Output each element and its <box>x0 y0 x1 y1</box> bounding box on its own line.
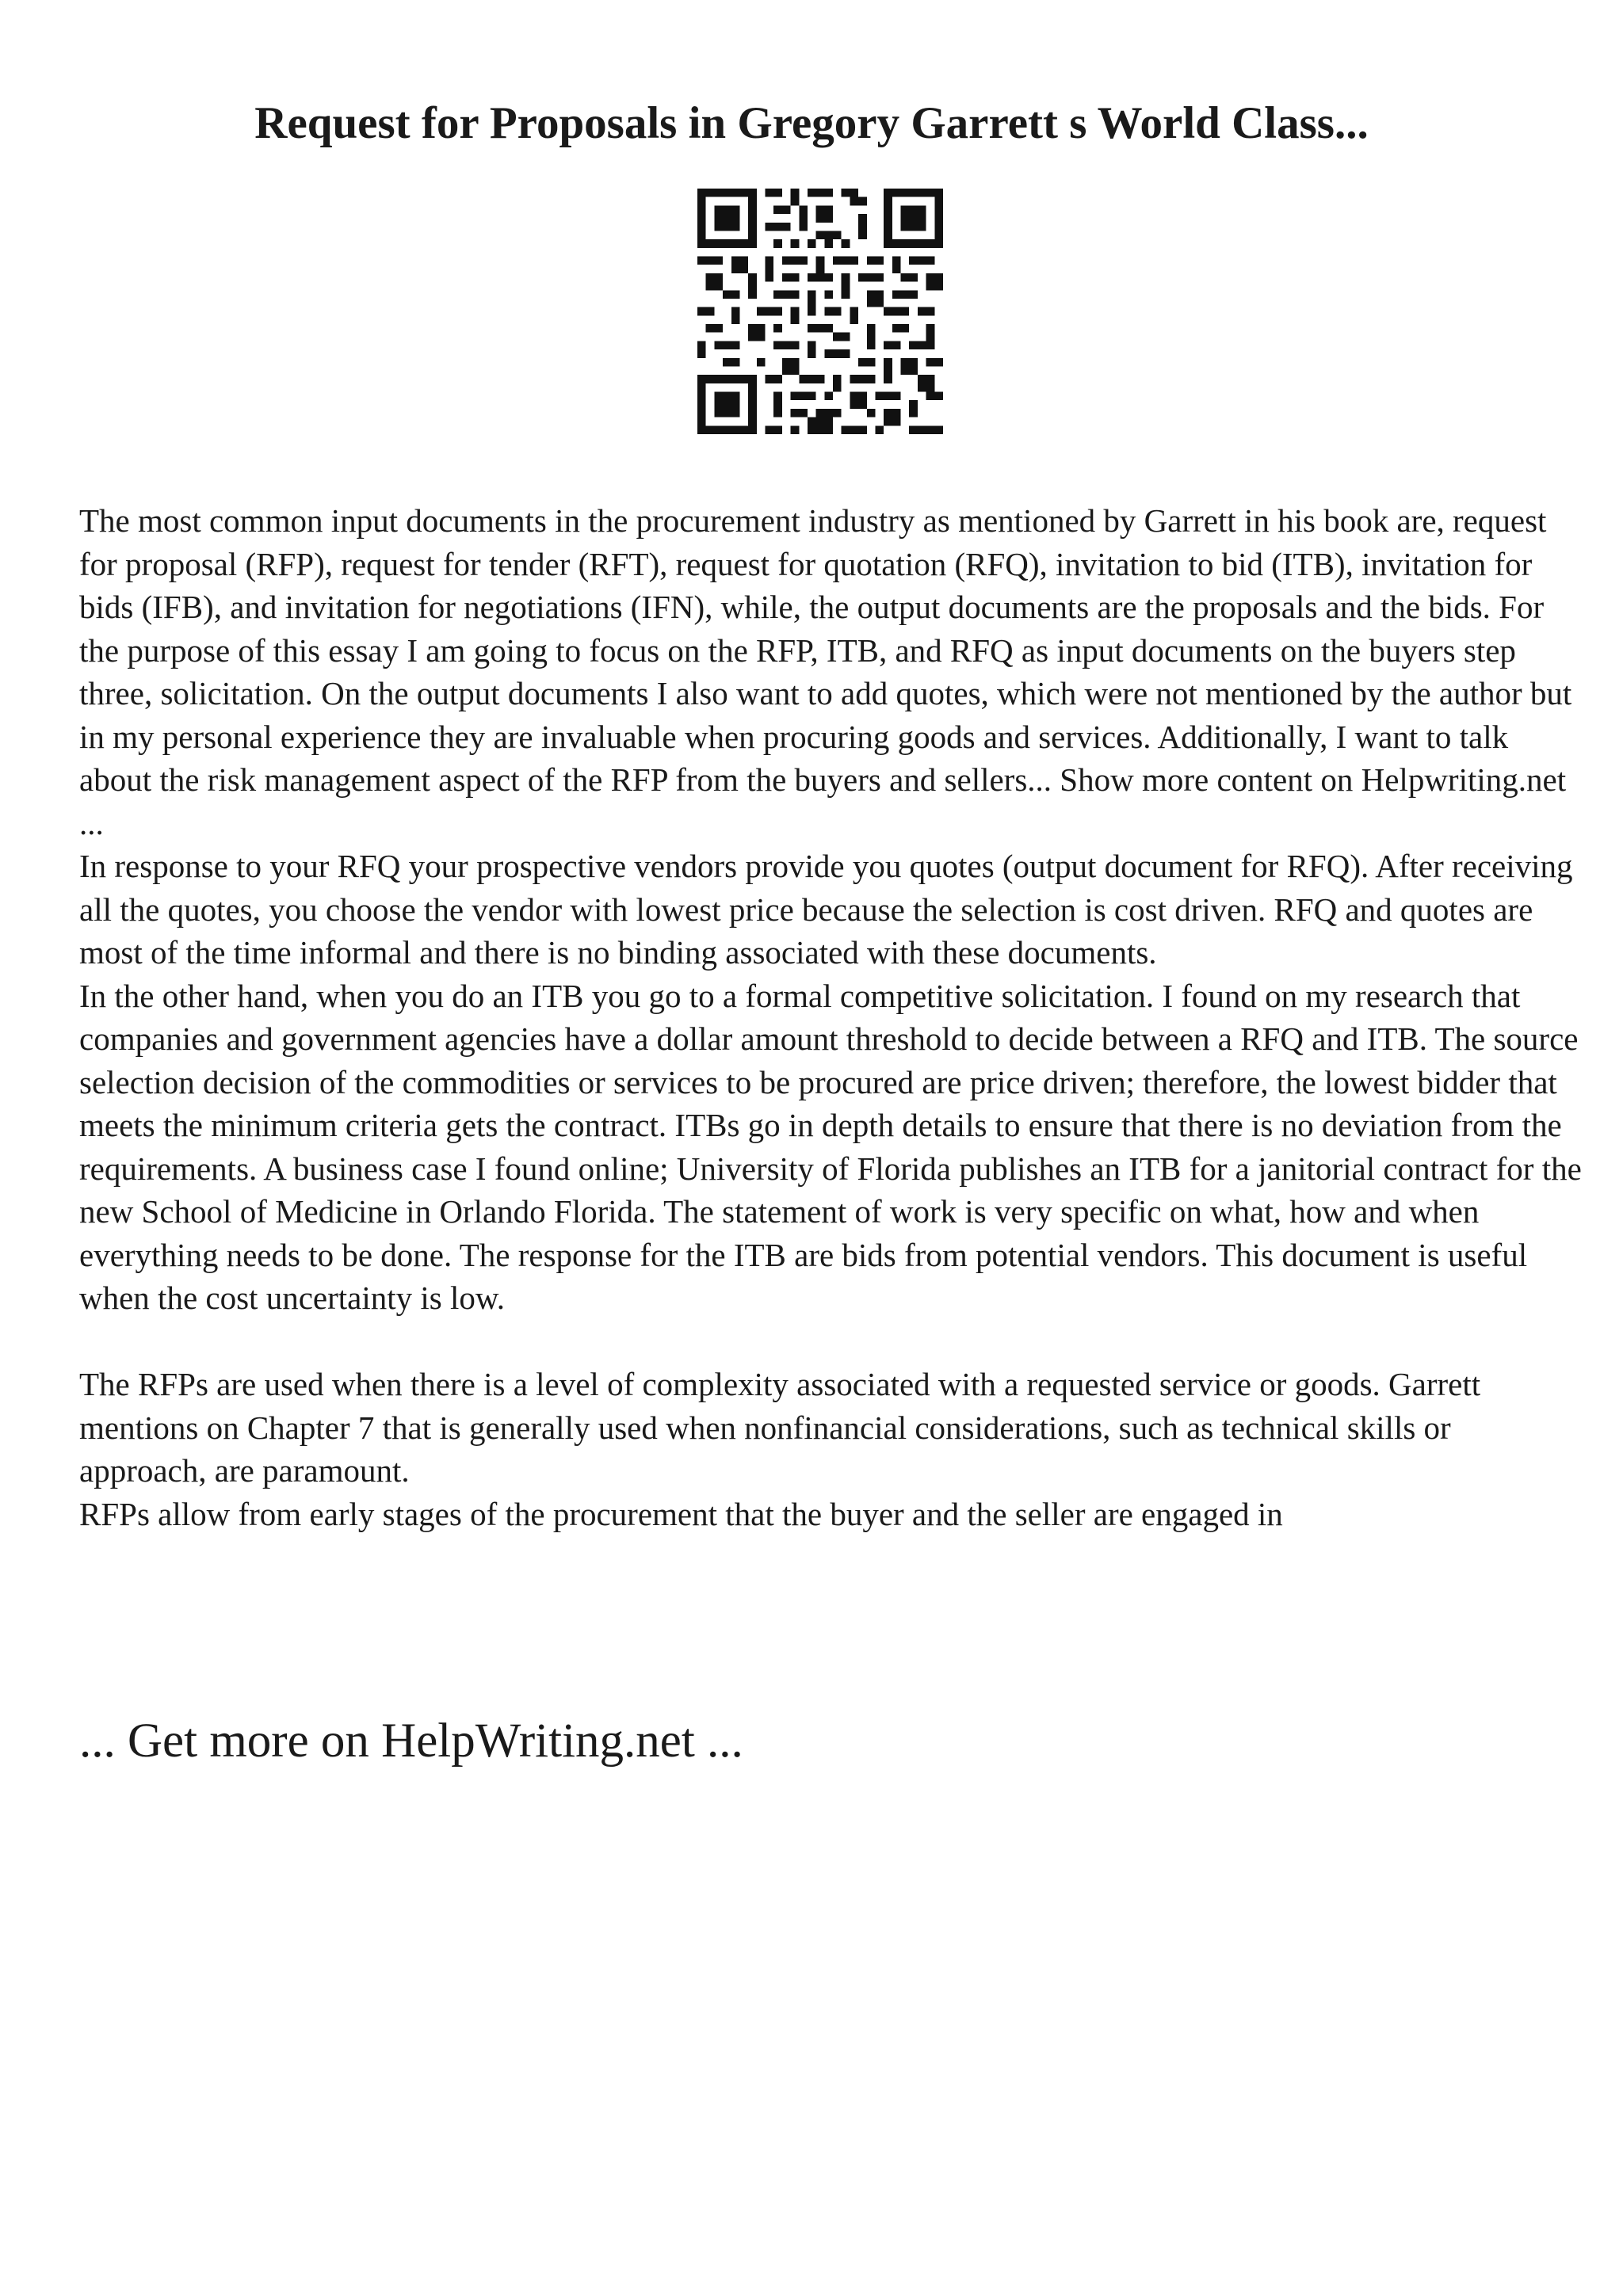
body-text <box>79 499 1585 1535</box>
paragraph-rfp-continued: RFPs allow from early stages of the procurement that the buyer and the seller are engaged in <box>79 1495 1283 1532</box>
get-more-link[interactable]: ... Get more on HelpWriting.net ... <box>79 1714 743 1768</box>
paragraph-rfp: The RFPs are used when there is a level of complexity associated with a requested service or goods. Garrett mentions on Chapter 7 that is generally used when nonfinancial considerations, such as technical skills or approach, are paramount. <box>79 1366 1481 1489</box>
qr-code-icon <box>697 189 943 434</box>
paragraph-itb: In the other hand, when you do an ITB you go to a formal competitive solicitation. I found on my research that companies and government agencies have a dollar amount threshold to decide between a RFQ and ITB. The source selection decision of the commodities or services to be procured are price driven; therefore, the lowest bidder that meets the minimum criteria gets the contract. ITBs go in depth details to ensure that there is no deviation from the requirements. A business case I found online; University of Florida publishes an ITB for a janitorial contract for the new School of Medicine in Orlando Florida. The statement of work is very specific on what, how and when everything needs to be done. The response for the ITB are bids from potential vendors. This document is useful when the cost uncertainty is low. <box>79 977 1582 1316</box>
paragraph-gap <box>79 1320 1585 1363</box>
paragraph-input-documents: The most common input documents in the procurement industry as mentioned by Garrett in his book are, request for proposal (RFP), request for tender (RFT), request for quotation (RFQ), invitation to bid (ITB), invitation for bids (IFB), and invitation for negotiations (IFN), while, the output documents are the proposals and the bids. For the purpose of this essay I am going to focus on the RFP, ITB, and RFQ as input documents on the buyers step three, solicitation. On the output documents I also want to add quotes, which were not mentioned by the author but in my personal experience they are invaluable when procuring goods and services. Additionally, I want to talk about the risk management aspect of the RFP from the buyers and sellers... Show more content on Helpwriting.net ... <box>79 502 1572 841</box>
document-title: Request for Proposals in Gregory Garrett s World Class... <box>254 98 1369 148</box>
paragraph-rfq: In response to your RFQ your prospective vendors provide you quotes (output document for RFQ). After receiving all the quotes, you choose the vendor with lowest price because the selection is cost driven. RFQ and quotes are most of the time informal and there is no binding associated with these documents. <box>79 848 1573 971</box>
